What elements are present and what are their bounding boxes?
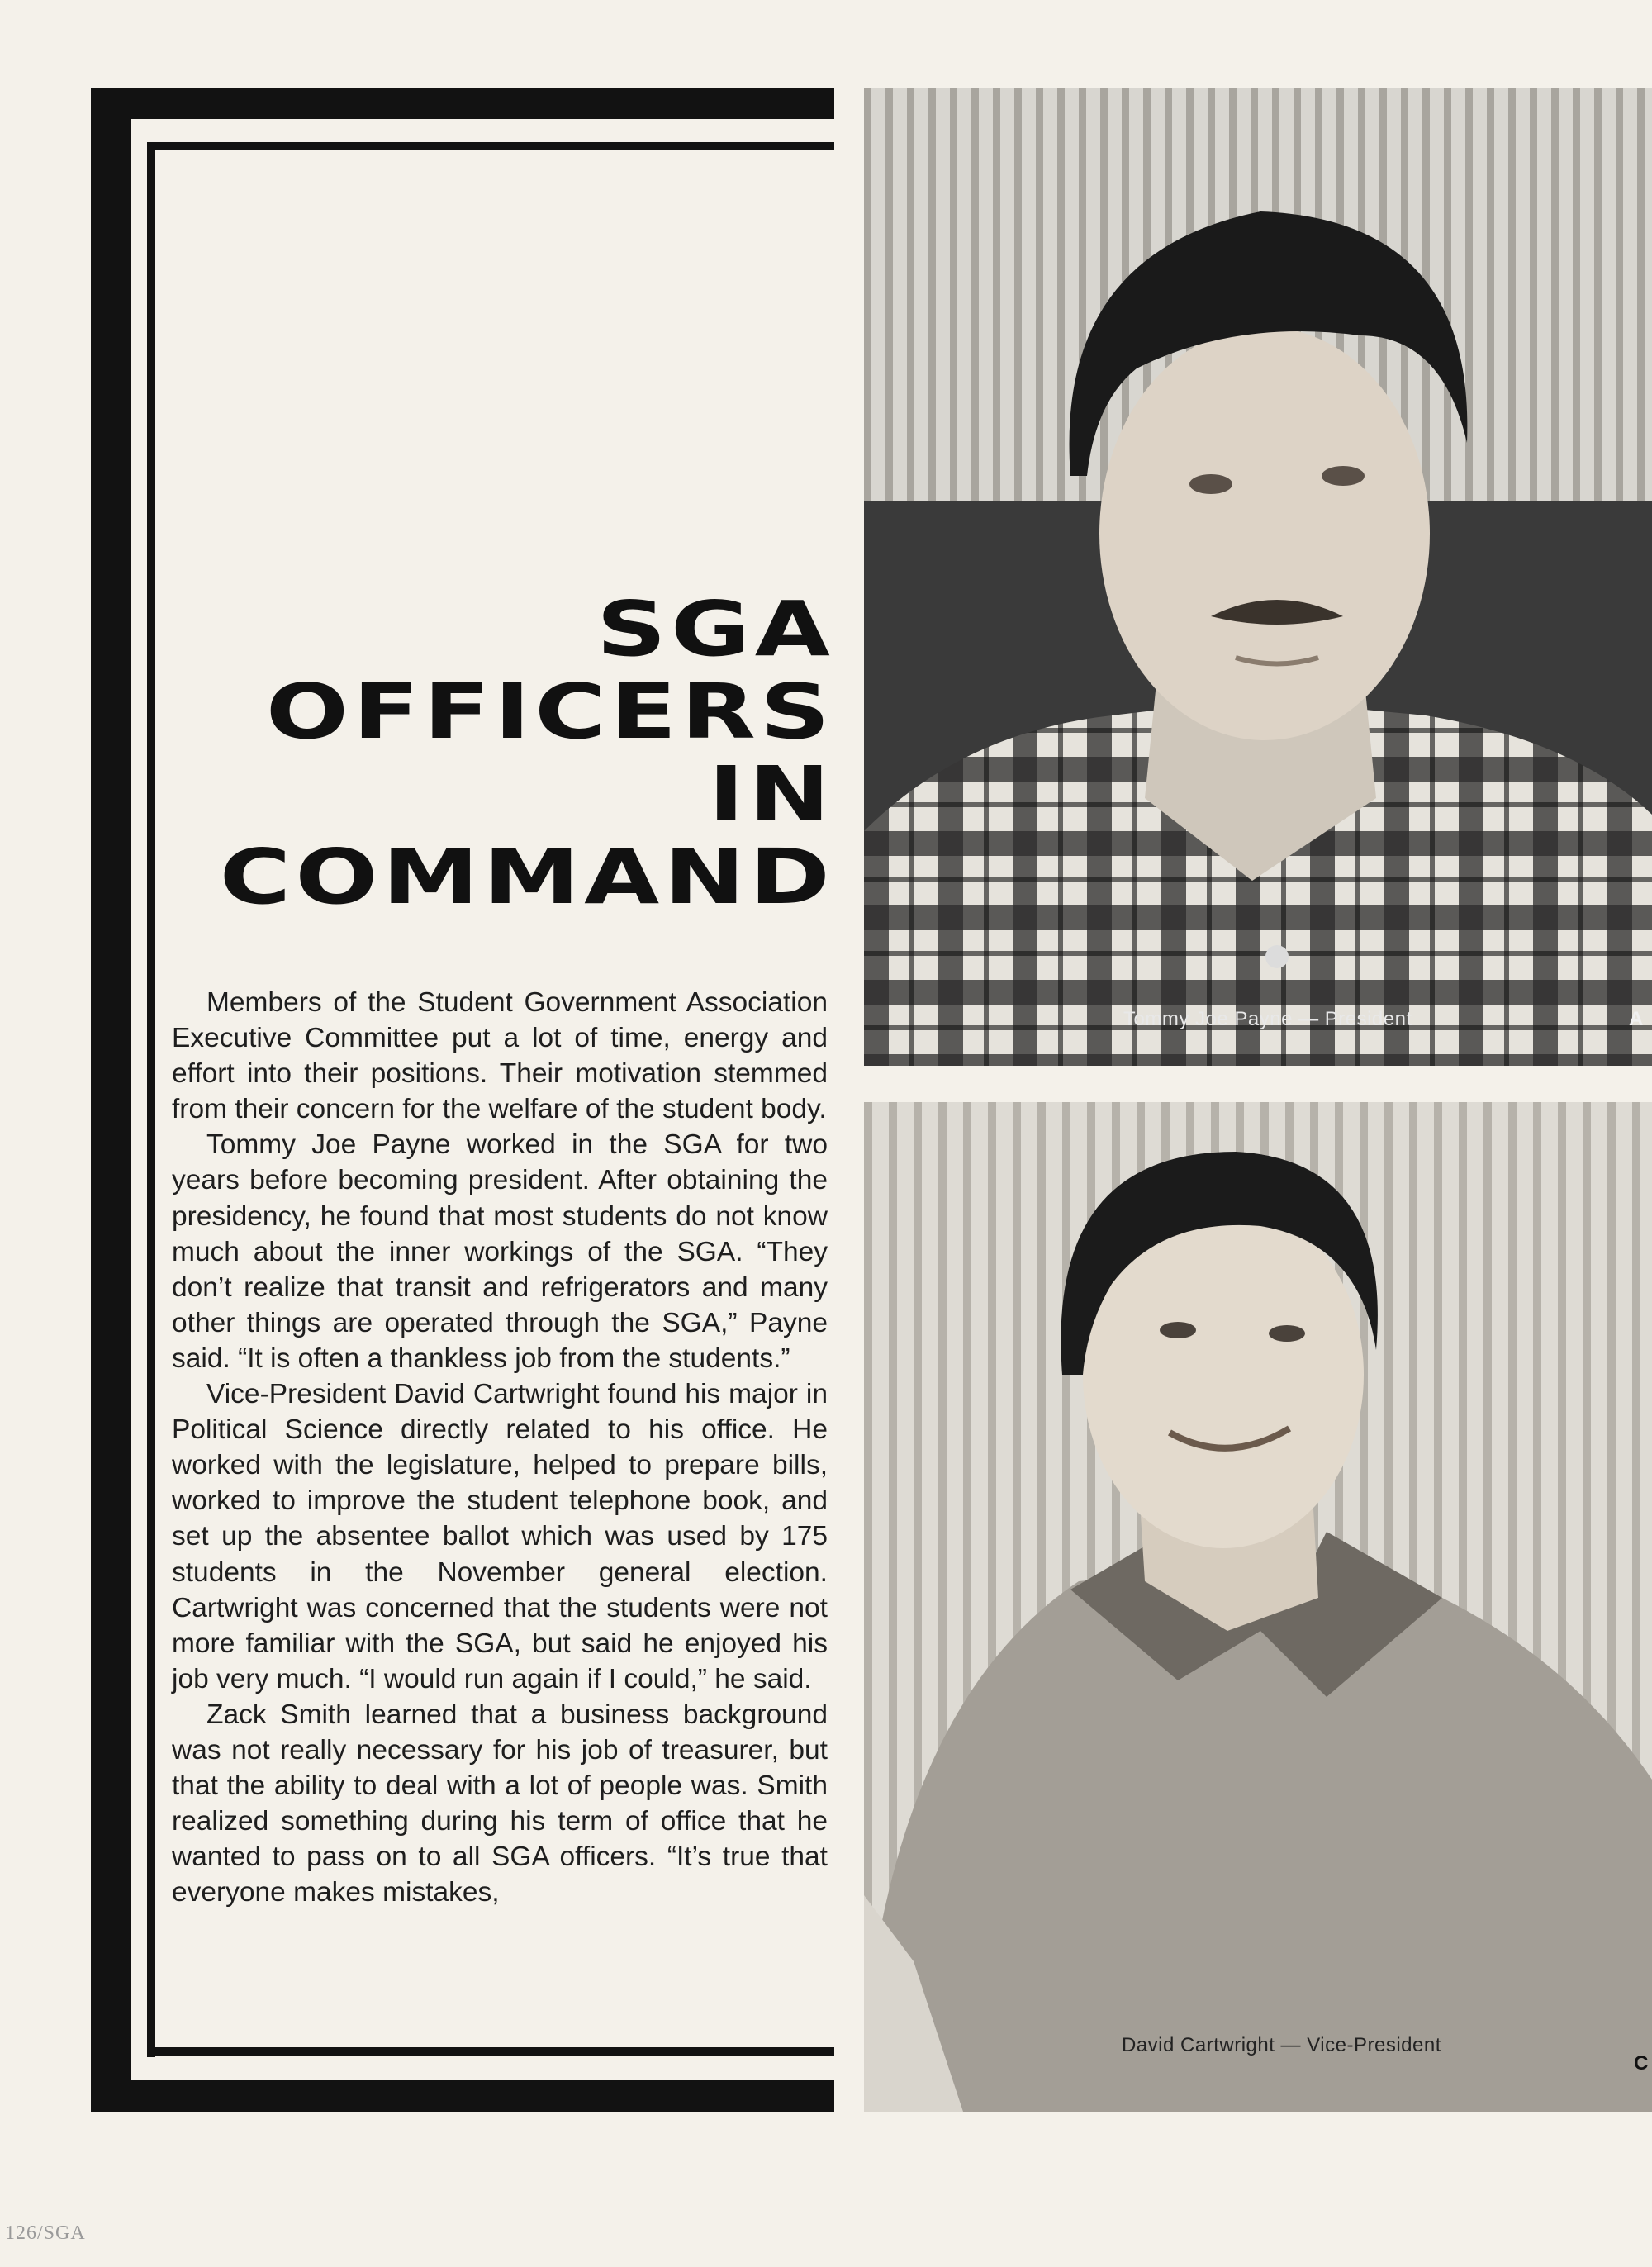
headline-line-2: OFFICERS bbox=[265, 668, 835, 756]
inner-rule-bottom bbox=[147, 2047, 834, 2056]
headline-line-1: SGA bbox=[596, 585, 834, 673]
vice-president-photo bbox=[864, 1102, 1652, 2112]
frame-bottom-bar bbox=[91, 2080, 834, 2112]
headline-line-4: COMMAND bbox=[219, 833, 834, 921]
headline-line-3: IN bbox=[708, 750, 834, 839]
vice-president-caption: David Cartwright — Vice-President bbox=[1122, 2034, 1441, 2056]
article-body bbox=[172, 985, 828, 1910]
inner-rule-left bbox=[147, 142, 155, 2057]
inner-rule-top bbox=[147, 142, 834, 150]
frame-top-bar bbox=[91, 88, 834, 119]
article-headline bbox=[0, 585, 835, 921]
president-caption: Tommy Joe Payne — President bbox=[1123, 1008, 1412, 1030]
page-folio: 126/SGA bbox=[5, 2222, 86, 2244]
paragraph-treasurer: Zack Smith learned that a business background was not really necessary for his job of treasurer, but that the ability to deal with a lot of people was. Smith realized something during his term of office that he wanted to pass on to all SGA officers. “It’s true that everyone makes mistakes, bbox=[172, 1699, 828, 1908]
frame-left-bar bbox=[91, 88, 131, 2112]
president-photo bbox=[864, 88, 1652, 1066]
paragraph-intro: Members of the Student Government Association Executive Committee put a lot of time, energy and effort into their positions. Their motivation stemmed from their concern for the welfare of the student body. bbox=[172, 987, 828, 1125]
photo-edge-letter-c: C bbox=[1634, 2052, 1649, 2075]
photo-edge-letter-a: A bbox=[1629, 1008, 1644, 1030]
paragraph-vice-president: Vice-President David Cartwright found his major in Political Science directly related to his office. He worked with the legislature, helped to prepare bills, worked to improve the student telephone book, and set up the absentee ballot which was used by 175 students in the November general election. Cartwright was concerned that the students were not more familiar with the SGA, but said he enjoyed his job very much. “I would run again if I could,” he said. bbox=[172, 1379, 828, 1694]
paragraph-president: Tommy Joe Payne worked in the SGA for two years before becoming president. After obtaining the presidency, he found that most students do not know much about the inner workings of the SGA. “They don’t realize that transit and refrigerators and many other things are operated through the SGA,” Payne said. “It is often a thankless job from the students.” bbox=[172, 1129, 828, 1374]
